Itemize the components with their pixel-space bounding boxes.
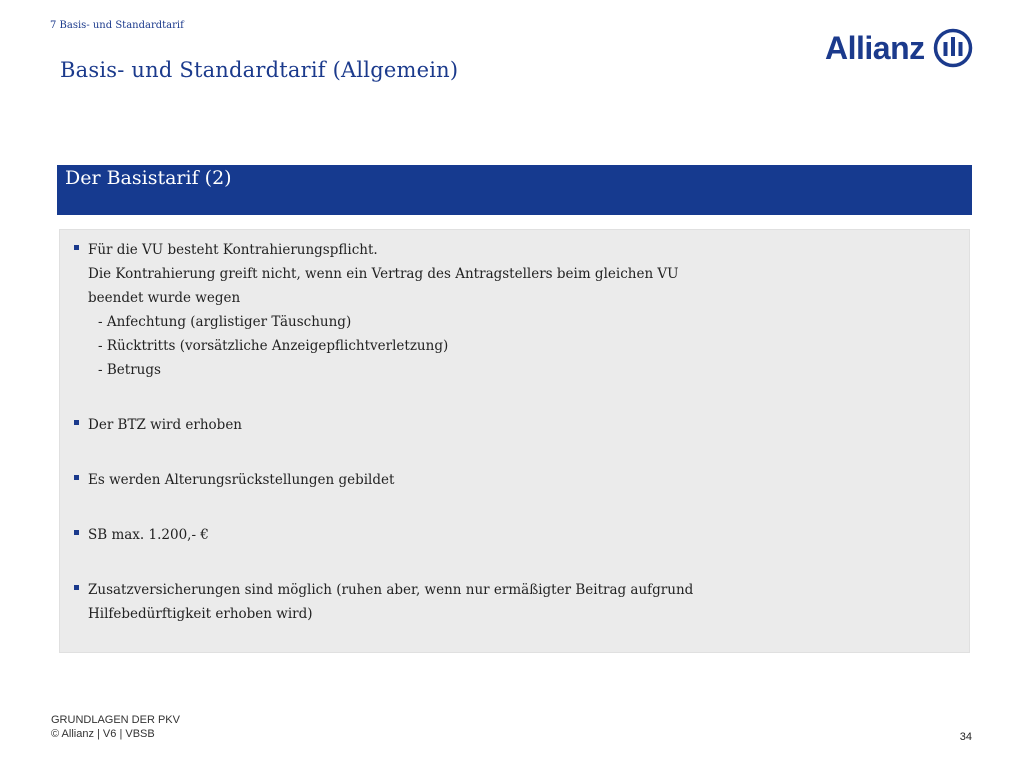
sub-item: - Rücktritts (vorsätzliche Anzeigepflichtverletzung)	[98, 338, 449, 354]
bullet-text: Es werden Alterungsrückstellungen gebildet	[88, 472, 395, 488]
bullet-sb	[74, 523, 209, 547]
page-title: Basis- und Standardtarif (Allgemein)	[60, 58, 459, 82]
footer-copyright: © Allianz | V6 | VBSB	[51, 728, 155, 740]
bullet-text: Zusatzversicherungen sind möglich (ruhen aber, wenn nur ermäßigter Beitrag aufgrund	[88, 582, 694, 598]
square-bullet-icon	[74, 475, 79, 480]
bullet-alterungsrueckstellungen	[74, 468, 394, 492]
section-header	[57, 165, 972, 215]
bullet-text: Für die VU besteht Kontrahierungspflicht.	[88, 242, 378, 258]
allianz-logo	[825, 28, 973, 68]
bullet-text: Der BTZ wird erhoben	[88, 417, 243, 433]
allianz-eagle-icon	[933, 28, 973, 68]
footer-title: GRUNDLAGEN DER PKV	[51, 714, 180, 726]
section-title: Der Basistarif (2)	[65, 167, 232, 189]
sub-item: - Betrugs	[98, 362, 161, 378]
bullet-text: Hilfebedürftigkeit erhoben wird)	[88, 606, 313, 622]
bullet-text: beendet wurde wegen	[88, 290, 241, 306]
content-box	[59, 229, 970, 653]
logo-wordmark: Allianz	[825, 30, 925, 66]
square-bullet-icon	[74, 245, 79, 250]
bullet-text: Die Kontrahierung greift nicht, wenn ein Vertrag des Antragstellers beim gleichen VU	[88, 266, 679, 282]
bullet-zusatzversicherungen	[74, 578, 693, 626]
footer	[51, 713, 180, 741]
square-bullet-icon	[74, 420, 79, 425]
sub-item: - Anfechtung (arglistiger Täuschung)	[98, 314, 352, 330]
bullet-kontrahierung	[74, 238, 679, 382]
square-bullet-icon	[74, 530, 79, 535]
square-bullet-icon	[74, 585, 79, 590]
bullet-btz	[74, 413, 242, 437]
bullet-text: SB max. 1.200,- €	[88, 527, 209, 543]
page-number: 34	[959, 731, 972, 743]
breadcrumb: 7 Basis- und Standardtarif	[50, 20, 184, 31]
